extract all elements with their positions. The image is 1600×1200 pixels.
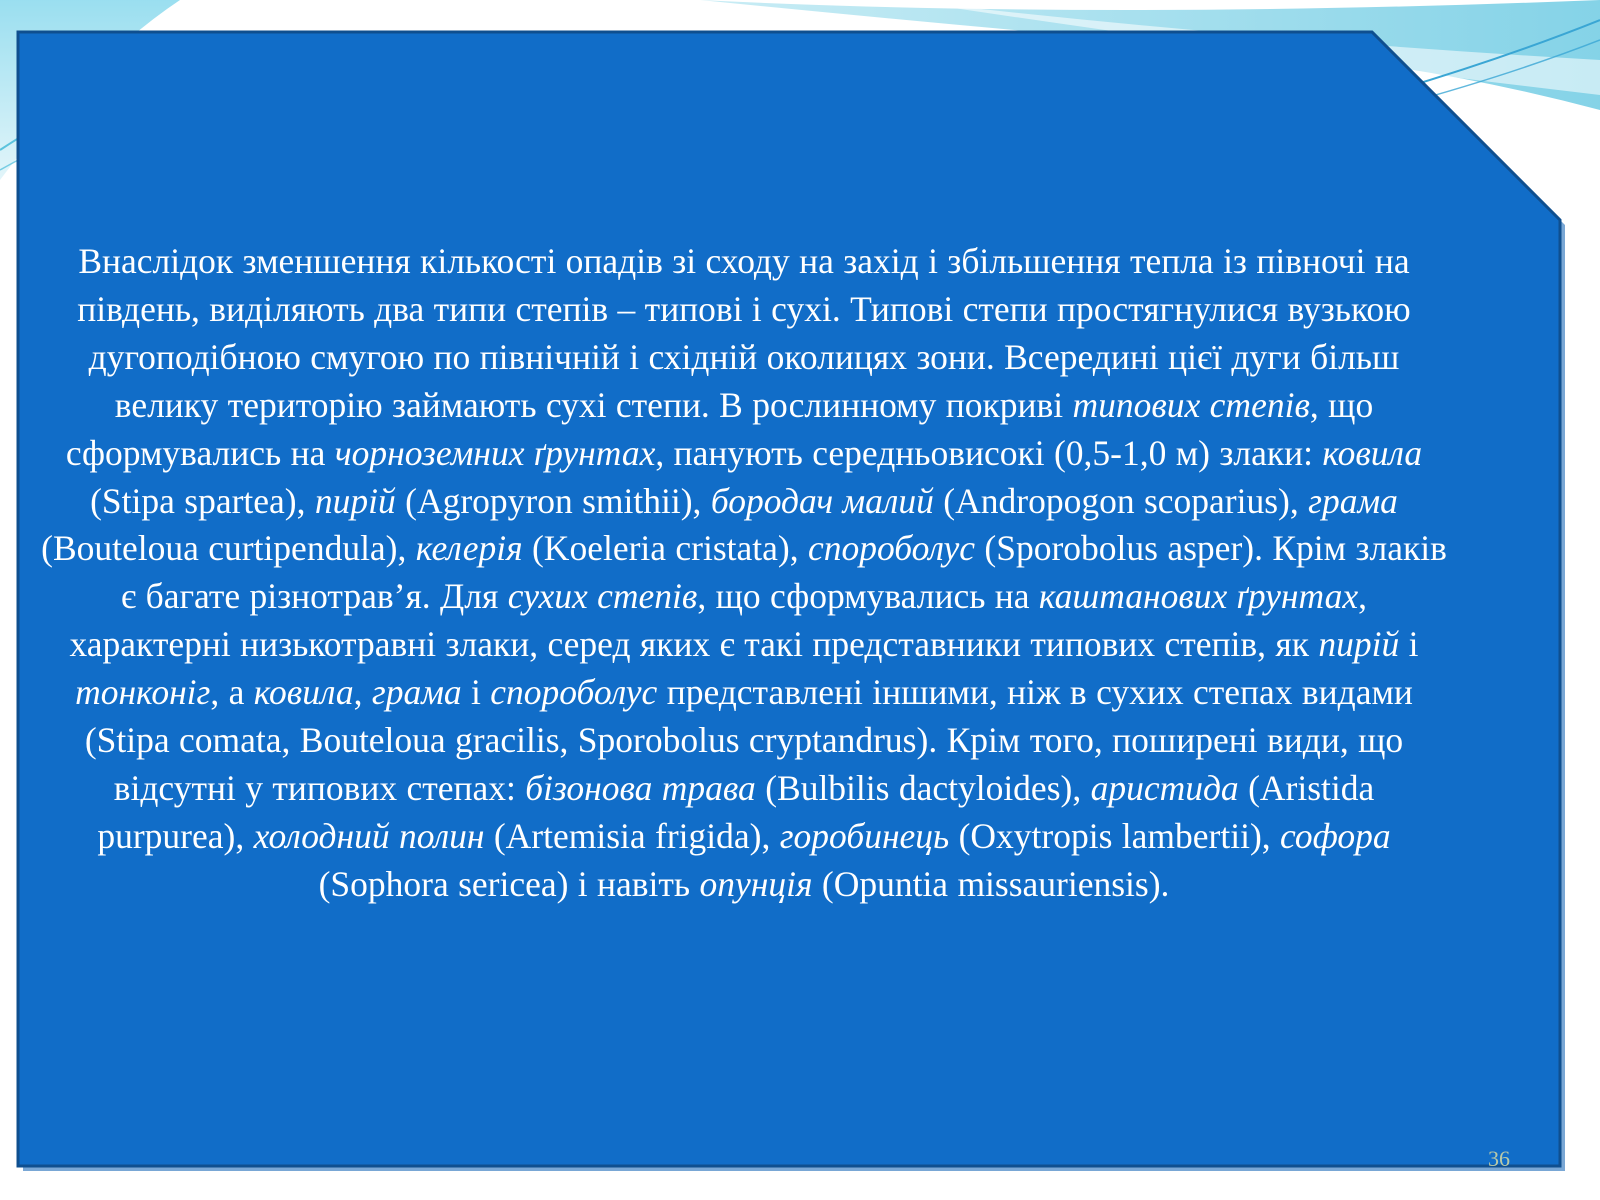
text-run: представлені іншими, ніж в сухих степах видами (Stipa comata, Bouteloua gracilis, Sporobolus cryptandrus). Крім того, поширені види, що відсутні у типових степах:: [84, 672, 1413, 808]
italic-term: чорноземних ґрунтах: [334, 432, 656, 473]
italic-term: ковила: [1322, 432, 1423, 473]
text-run: , панують середньовисокі (0,5-1,0 м) злаки:: [655, 432, 1323, 473]
text-run: (Bulbilis dactyloides),: [755, 767, 1091, 808]
italic-term: грама: [371, 672, 462, 713]
italic-term: пирій: [314, 480, 396, 521]
italic-term: сухих степів: [507, 576, 698, 617]
text-run: (Koeleria cristata),: [522, 528, 808, 569]
italic-term: грама: [1308, 480, 1398, 521]
italic-term: пирій: [1318, 624, 1400, 665]
text-run: (Agropyron smithii),: [395, 480, 711, 521]
text-run: (Artemisia frigida),: [484, 815, 780, 856]
text-run: (Sophora sericea) і навіть: [318, 863, 700, 904]
text-run: (Andropogon scoparius),: [933, 480, 1309, 521]
text-run: , що сформувались на: [697, 576, 1039, 617]
italic-term: келерія: [415, 528, 523, 569]
italic-term: тонконіг: [75, 672, 211, 713]
text-run: (Bouteloua curtipendula),: [41, 528, 416, 569]
text-run: ,: [353, 672, 372, 713]
italic-term: спороболус: [807, 528, 976, 569]
text-run: (Aristida purpurea),: [97, 767, 1375, 856]
italic-term: горобинець: [779, 815, 950, 856]
italic-term: каштанових ґрунтах: [1038, 576, 1359, 617]
text-run: (Oxytropis lambertii),: [949, 815, 1281, 856]
text-run: , що сформувались на: [65, 384, 1374, 473]
text-run: (Opuntia missauriensis).: [812, 863, 1170, 904]
slide-number: 36: [1488, 1146, 1510, 1171]
text-run: (Sporobolus asper). Крім злаків є багате різнотрав’я. Для: [121, 528, 1447, 617]
italic-term: софора: [1280, 815, 1391, 856]
italic-term: бородач малий: [710, 480, 934, 521]
slide-body-text: [38, 238, 1450, 909]
text-run: і: [461, 672, 491, 713]
text-run: , характерні низькотравні злаки, серед яких є такі представники типових степів, як: [69, 576, 1367, 665]
italic-term: аристида: [1090, 767, 1239, 808]
text-run: , а: [210, 672, 254, 713]
italic-term: ковила: [253, 672, 354, 713]
text-run: (Stipa spartea),: [90, 480, 315, 521]
text-run: Внаслідок зменшення кількості опадів зі сходу на захід і збільшення тепла із півночі на південь, виділяють два типи степів – типові і сухі. Типові степи простягнулися вузькою дугоподібною смугою по північній і східній околицях зони. Всередині цієї дуги більш велику територію займають сухі степи. В рослинному покриві: [77, 241, 1411, 425]
italic-term: типових степів: [1072, 384, 1310, 425]
text-run: і: [1399, 624, 1419, 665]
italic-term: спороболус: [490, 672, 658, 713]
italic-term: опунція: [699, 863, 813, 904]
italic-term: бізонова трава: [525, 767, 756, 808]
italic-term: холодний полин: [253, 815, 485, 856]
